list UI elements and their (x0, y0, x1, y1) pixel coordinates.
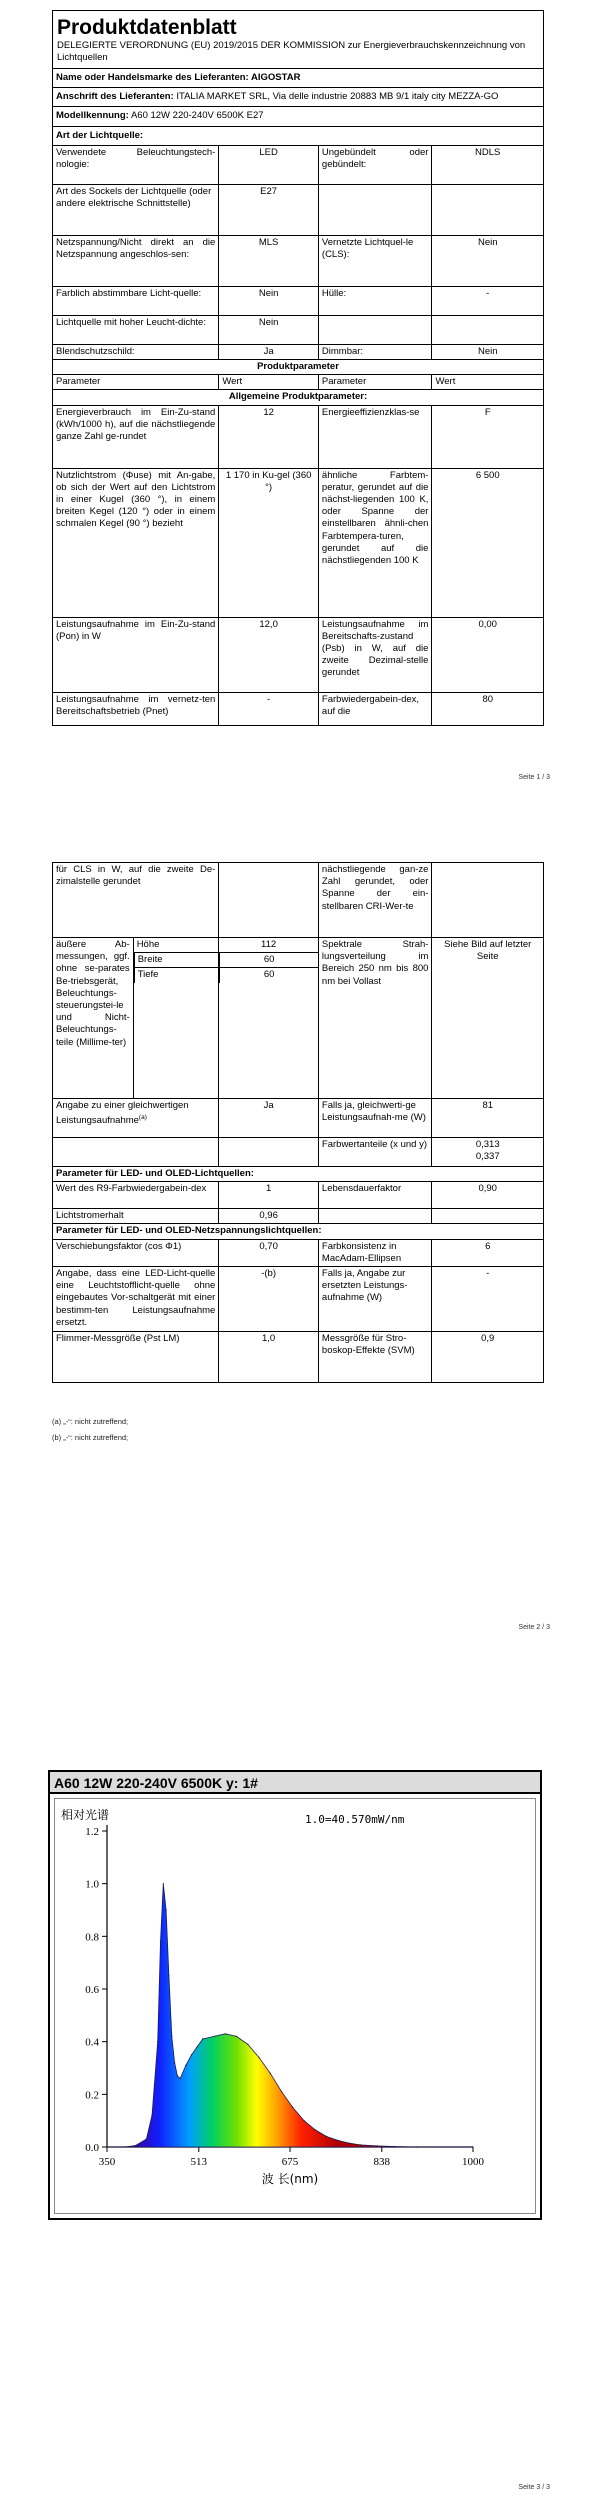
spectrum-point (213, 2036, 214, 2037)
table-row: Lichtquelle mit hoher Leucht-dichte: Nein (53, 316, 543, 345)
table-row: Angabe zu einer gleichwertigen Leistungsaufnahme$^{(a)}$ Ja Falls ja, gleichwerti-ge Leistungsaufnah-me (W) 81 (53, 1099, 543, 1138)
page-title: Produktdatenblatt (57, 16, 237, 39)
chart-header: A60 12W 220-240V 6500K y: 1# (50, 1772, 540, 1794)
page-3 (0, 1700, 592, 2510)
footnote-b: (b) „-“: nicht zutreffend; (52, 1433, 129, 1442)
table-row: Energieverbrauch im Ein-Zu-stand (kWh/1000 h), auf die nächstliegende ganze Zahl ge-rundet 12 Energieeffizienzklas-se F (53, 406, 543, 469)
spectrum-point (123, 2146, 124, 2147)
y-axis-label: 相对光谱 (61, 1808, 110, 1822)
page-number: Seite 2 / 3 (518, 1624, 550, 1631)
y-tick-label: 0.6 (85, 1984, 99, 1996)
spectrum-area (107, 1884, 473, 2147)
table-row: Leistungsaufnahme im Ein-Zu-stand (Pon) in W 12,0 Leistungsaufnahme im Bereitschafts-zustand (Psb) in W, auf die zweite Dezimal-stelle gerundet 0,00 (53, 618, 543, 693)
chart-body (54, 1798, 536, 2214)
dimensions-label: äußere Ab-messungen, ggf. ohne se-parates Be-triebsgerät, Beleuchtungs-steuerungstei-le und Nicht-Beleuchtungs-teile (Millime-ter) (56, 939, 130, 1048)
spectrum-point (270, 2073, 271, 2074)
supplier-address: Anschrift des Lieferanten: ITALIA MARKET SRL, Via delle industrie 20883 MB 9/1 italy city MEZZA-GO (56, 91, 499, 103)
table-row: Angabe, dass eine LED-Licht-quelle eine Leuchtstofflicht-quelle ohne eingebautes Vor-schaltgerät mit einer bestimm-ten Leistungsaufnahme ersetzt. -(b) Falls ja, Angabe zur ersetzten Leistungs-aufnahme (W) - (53, 1267, 543, 1332)
spectrum-point (236, 2036, 237, 2037)
spectrum-point (225, 2033, 226, 2034)
spectrum-point (185, 2065, 186, 2066)
table-row: Leistungsaufnahme im vernetz-ten Bereitschaftsbetrieb (Pnet) - Farbwiedergabein-dex, auf die 80 (53, 693, 543, 725)
spectrum-point (360, 2144, 361, 2145)
datasheet-table-page-2 (52, 862, 544, 1383)
light-source-header: Art der Lichtquelle: (56, 129, 144, 141)
x-tick-label: 1000 (462, 2156, 484, 2168)
table-row: für CLS in W, auf die zweite De-zimalstelle gerundet nächstliegende gan-ze Zahl gerundet, oder Spanne der ein-stellbaren CRI-Wer-te (53, 863, 543, 938)
spectrum-point (157, 2041, 158, 2042)
y-tick-label: 0.4 (85, 2036, 99, 2049)
annotation-text: 1.0=40.570mW/nm (305, 1813, 405, 1826)
y-tick-label: 0.8 (85, 1931, 99, 1944)
table-row: Lichtstromerhalt 0,96 (53, 1209, 543, 1224)
datasheet-table-page-1 (52, 10, 544, 726)
table-row: Verschiebungsfaktor (cos Φ1) 0,70 Farbkonsistenz in MacAdam-Ellipsen 6 (53, 1240, 543, 1267)
spectrum-point (197, 2046, 198, 2047)
spectrum-point (394, 2146, 395, 2147)
page-number: Seite 3 / 3 (518, 2484, 550, 2491)
spectrum-point (166, 1909, 167, 1910)
led-parameters-header: Parameter für LED- und OLED-Lichtquellen: (56, 1168, 254, 1179)
footnote-a: (a) „-“: nicht zutreffend; (52, 1417, 129, 1426)
spectrum-point (337, 2140, 338, 2141)
model-identifier: Modellkennung: A60 12W 220-240V 6500K E27 (56, 110, 264, 122)
spectrum-point (292, 2107, 293, 2108)
spectrum-point (472, 2146, 473, 2147)
spectrum-point (135, 2145, 136, 2146)
spectrum-point (174, 2062, 175, 2063)
product-parameters-header: Produktparameter (257, 361, 339, 373)
spectrum-point (326, 2136, 327, 2137)
spectrum-point (416, 2146, 417, 2147)
y-tick-label: 0.2 (85, 2089, 99, 2102)
table-row: Farblich abstimmbare Licht-quelle: Nein Hülle: - (53, 287, 543, 316)
spectrum-point (315, 2129, 316, 2130)
table-row: Flimmer-Messgröße (Pst LM) 1,0 Messgröße für Stro-boskop-Effekte (SVM) 0,9 (53, 1332, 543, 1382)
mains-parameters-header: Parameter für LED- und OLED-Netzspannungslichtquellen: (56, 1225, 322, 1237)
spectrum-point (168, 1975, 169, 1976)
table-row: Wert des R9-Farbwiedergabein-dex 1 Lebensdauerfaktor 0,90 (53, 1182, 543, 1209)
y-tick-label: 1.2 (85, 1826, 99, 1838)
table-row: Verwendete Beleuchtungstech-nologie: LED Ungebündelt oder gebündelt: NDLS (53, 146, 543, 185)
column-header-row: Parameter Wert Parameter Wert (53, 375, 543, 390)
spectrum-point (281, 2091, 282, 2092)
supplier-name: Name oder Handelsmarke des Lieferanten: AIGOSTAR (56, 72, 301, 83)
table-row: Netzspannung/Nicht direkt an die Netzspannung angeschlos-sen: MLS Vernetzte Lichtquel-le (CLS): Nein (53, 236, 543, 287)
spectrum-point (163, 1883, 164, 1884)
spectrum-point (202, 2038, 203, 2039)
spectrum-point (191, 2054, 192, 2055)
x-axis-label: 波 长(nm) (261, 2172, 319, 2186)
spectrum-chart (55, 1799, 535, 2213)
spectrum-point (247, 2044, 248, 2045)
spectrum-point (160, 1941, 161, 1942)
x-tick-label: 675 (281, 2156, 299, 2168)
x-tick-label: 350 (98, 2156, 116, 2168)
spectrum-point (171, 2036, 172, 2037)
spectrum-point (180, 2078, 181, 2079)
spectrum-point (377, 2145, 378, 2146)
spectrum-chart-frame (48, 1770, 542, 2220)
table-row: Art des Sockels der Lichtquelle (oder andere elektrische Schnittstelle) E27 (53, 185, 543, 236)
spectrum-point (304, 2120, 305, 2121)
regulation-subtitle: DELEGIERTE VERORDNUNG (EU) 2019/2015 DER KOMMISSION zur Energieverbrauchskennzeichnung von Lichtquellen (57, 40, 526, 63)
page-number: Seite 1 / 3 (518, 774, 550, 781)
spectrum-point (349, 2143, 350, 2144)
table-row: Blendschutzschild: Ja Dimmbar: Nein (53, 345, 543, 360)
page-2 (0, 840, 592, 1660)
dimensions-row: äußere Ab-messungen, ggf. ohne se-parates Be-triebsgerät, Beleuchtungs-steuerungstei-le und Nicht-Beleuchtungs-teile (Millime-ter) Höhe Breite Tiefe 112 60 60 Spektrale Strah-lungsverteilung im Bereich 250 nm bis 800 nm bei Vollast Siehe Bild auf letzter Seite (53, 938, 543, 1099)
spectrum-point (151, 2115, 152, 2116)
x-tick-label: 838 (373, 2156, 391, 2168)
spectrum-point (258, 2057, 259, 2058)
spectrum-point (146, 2139, 147, 2140)
general-parameters-header: Allgemeine Produktparameter: (228, 391, 368, 403)
table-row: Farbwertanteile (x und y) 0,313 0,337 (53, 1138, 543, 1167)
y-tick-label: 0.0 (85, 2142, 99, 2154)
page-1 (0, 0, 592, 790)
x-tick-label: 513 (190, 2156, 208, 2168)
spectrum-point (106, 2146, 107, 2147)
table-row: Nutzlichtstrom (Φuse) mit An-gabe, ob sich der Wert auf den Lichtstrom in einer Kugel (360 °), in einem breiten Kegel (120 °) oder in einem schmalen Kegel (90 °) bezieht 1 170 in Ku-gel (360 °) ähnliche Farbtem-peratur, gerundet auf die nächst-liegenden 100 K, oder Spanne der einstellbaren ähnli-chen Farbtempera-turen, gerundet auf die nächstliegenden 100 K 6 500 (53, 469, 543, 618)
y-tick-label: 1.0 (85, 1878, 99, 1891)
spectrum-point (177, 2075, 178, 2076)
